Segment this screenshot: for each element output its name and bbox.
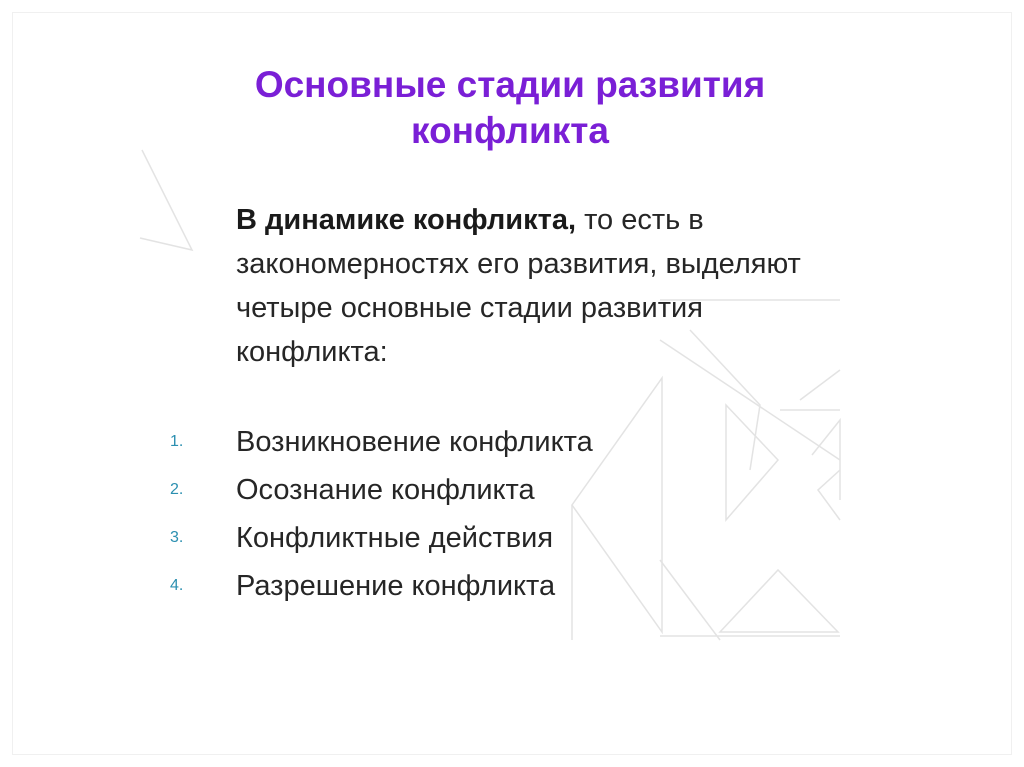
list-item-number: 4.: [170, 577, 184, 594]
list-item-label: Разрешение конфликта: [236, 569, 556, 602]
intro-bold-text: В динамике конфликта,: [236, 204, 577, 236]
list-item: [170, 466, 593, 514]
list-item: [170, 418, 593, 466]
list-item-label: Конфликтные действия: [236, 521, 554, 554]
list-item-label: Возникновение конфликта: [236, 425, 593, 458]
list-item: [170, 562, 593, 610]
slide-title-line2: конфликта: [411, 110, 609, 151]
list-item-number: 1.: [170, 433, 184, 450]
intro-paragraph: [236, 198, 836, 374]
slide-title-line1: Основные стадии развития: [254, 64, 766, 105]
list-item-label: Осознание конфликта: [236, 473, 535, 506]
list-item-number: 3.: [170, 529, 184, 546]
intro-regular-text: то есть в закономерностях его развития, выделяют четыре основные стадии развития конфликта:: [236, 204, 801, 368]
list-item-number: 2.: [170, 481, 184, 498]
stages-list: [170, 418, 593, 610]
list-item: [170, 514, 593, 562]
slide-title: [150, 62, 870, 154]
